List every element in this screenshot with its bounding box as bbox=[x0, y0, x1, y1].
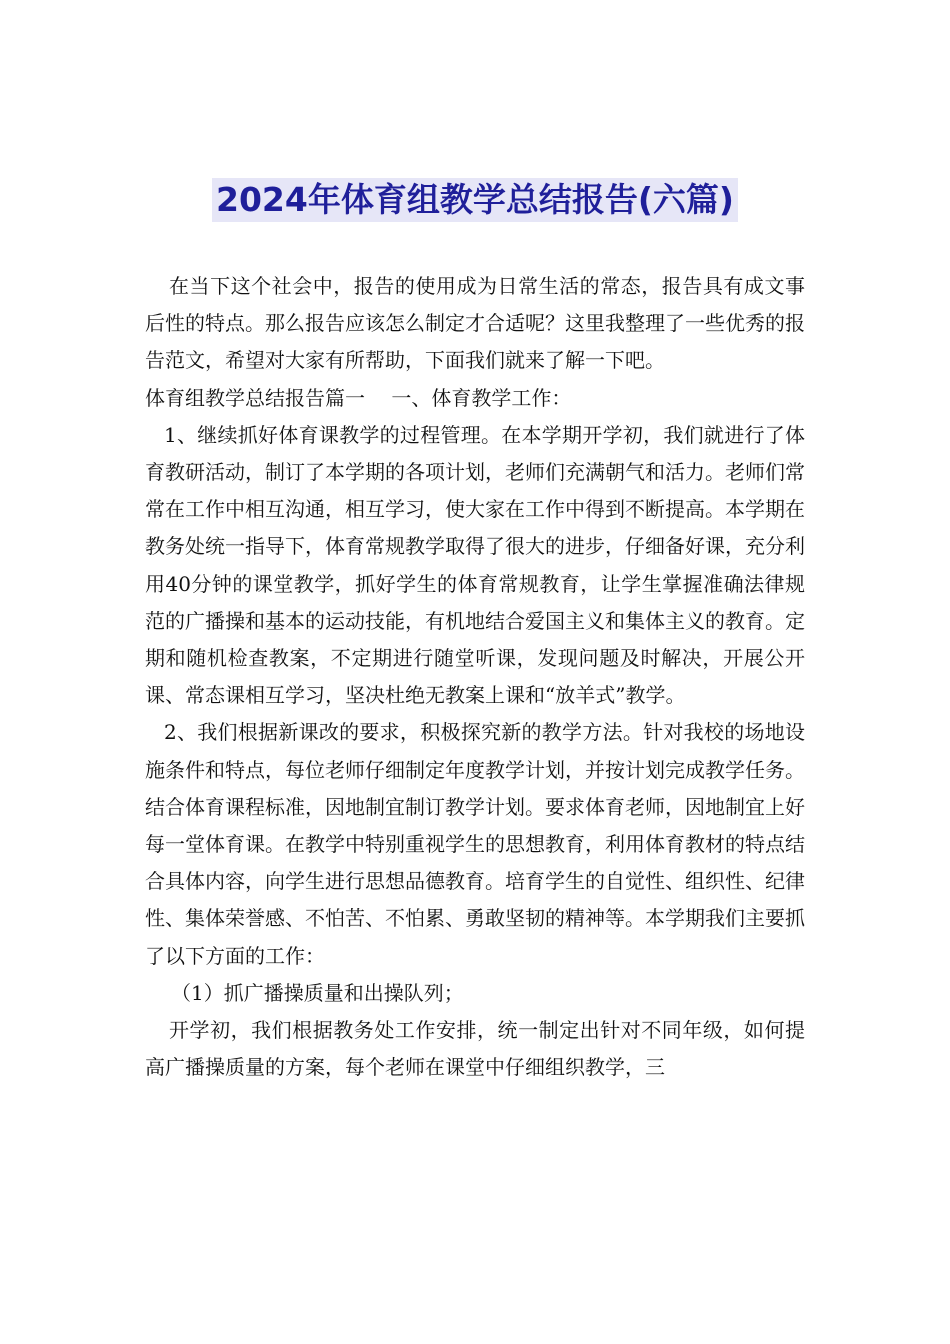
paragraph-item-2: 2、我们根据新课改的要求，积极探究新的教学方法。针对我校的场地设施条件和特点，每位老师仔细制定年度教学计划，并按计划完成教学任务。结合体育课程标准，因地制宜制订教学计划。要求体育老师，因地制宜上好每一堂体育课。在教学中特别重视学生的思想教育，利用体育教材的特点结合具体内容，向学生进行思想品德教育。培育学生的自觉性、组织性、纪律性、集体荣誉感、不怕苦、不怕累、勇敢坚韧的精神等。本学期我们主要抓了以下方面的工作： bbox=[145, 720, 805, 968]
paragraph-intro: 在当下这个社会中，报告的使用成为日常生活的常态，报告具有成文事后性的特点。那么报告应该怎么制定才合适呢？这里我整理了一些优秀的报告范文，希望对大家有所帮助，下面我们就来了解一下吧。 bbox=[145, 274, 805, 373]
paragraph-section-heading: 体育组教学总结报告篇一 一、体育教学工作： bbox=[145, 385, 572, 410]
document-body bbox=[145, 268, 805, 1086]
paragraph-item-1: 1、继续抓好体育课教学的过程管理。在本学期开学初，我们就进行了体育教研活动，制订了本学期的各项计划，老师们充满朝气和活力。老师们常常在工作中相互沟通，相互学习，使大家在工作中得到不断提高。本学期在教务处统一指导下，体育常规教学取得了很大的进步，仔细备好课，充分利用40分钟的课堂教学，抓好学生的体育常规教育，让学生掌握准确法律规范的广播操和基本的运动技能，有机地结合爱国主义和集体主义的教育。定期和随机检查教案，不定期进行随堂听课，发现问题及时解决，开展公开课、常态课相互学习，坚决杜绝无教案上课和“放羊式”教学。 bbox=[145, 422, 805, 708]
paragraph-subitem-1: （1）抓广播操质量和出操队列； bbox=[171, 980, 464, 1005]
title-container bbox=[0, 178, 950, 222]
paragraph-subitem-1-body: 开学初，我们根据教务处工作安排，统一制定出针对不同年级，如何提高广播操质量的方案，每个老师在课堂中仔细组织教学，三 bbox=[145, 1018, 805, 1080]
document-title: 2024年体育组教学总结报告(六篇) bbox=[212, 178, 738, 222]
